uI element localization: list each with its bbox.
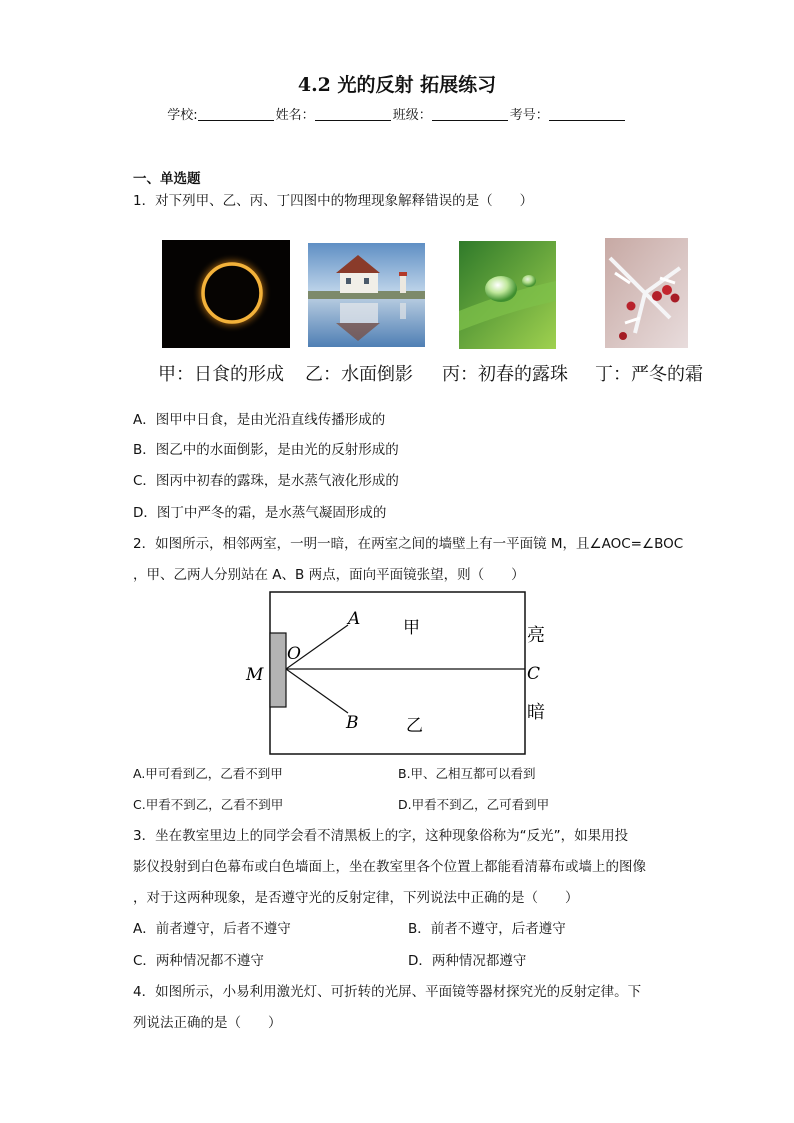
label-b: B <box>346 713 359 733</box>
caption-yi: 乙：水面倒影 <box>305 364 413 385</box>
q1-stem: 1．对下列甲、乙、丙、丁四图中的物理现象解释错误的是（ ） <box>133 193 534 209</box>
q2-option-c: C.甲看不到乙，乙看不到甲 <box>133 797 284 812</box>
caption-bing: 丙：初春的露珠 <box>442 364 568 385</box>
label-a: A <box>348 609 361 629</box>
label-jia: 甲 <box>403 618 420 638</box>
plane-mirror <box>270 633 286 707</box>
house-reflection-icon <box>308 243 425 347</box>
name-label: 姓名： <box>275 108 315 123</box>
caption-ding: 丁：严冬的霜 <box>595 364 703 385</box>
exam-label: 考号： <box>509 108 549 123</box>
eclipse-photo <box>162 240 290 348</box>
q3-option-d: D．两种情况都遵守 <box>408 953 527 969</box>
class-blank <box>432 108 508 121</box>
ray-ob <box>286 669 348 713</box>
q1-option-c: C．图丙中初春的露珠，是水蒸气液化形成的 <box>133 473 399 489</box>
label-c: C <box>527 664 541 684</box>
q2-stem-line2: ，甲、乙两人分别站在 A、B 两点，面向平面镜张望，则（ ） <box>133 567 525 583</box>
q1-option-b: B．图乙中的水面倒影，是由光的反射形成的 <box>133 442 399 458</box>
q2-option-d: D.甲看不到乙，乙可看到甲 <box>398 797 550 812</box>
q2-stem-line1: 2．如图所示，相邻两室，一明一暗，在两室之间的墙壁上有一平面镜 M，且∠AOC=∠BOC <box>133 536 684 552</box>
school-label: 学校: <box>167 108 198 123</box>
school-blank <box>198 108 274 121</box>
q3-option-b: B．前者不遵守，后者遵守 <box>408 921 566 937</box>
q1-option-d: D．图丁中严冬的霜，是水蒸气凝固形成的 <box>133 505 387 521</box>
exam-blank <box>549 108 625 121</box>
q4-stem-line1: 4．如图所示，小易利用激光灯、可折转的光屏、平面镜等器材探究光的反射定律。下 <box>133 984 642 1000</box>
label-m: M <box>246 665 264 685</box>
q3-stem-line1: 3．坐在教室里边上的同学会看不清黑板上的字，这种现象俗称为“反光”，如果用投 <box>133 828 629 844</box>
name-blank <box>315 108 391 121</box>
section-title: 一、单选题 <box>133 171 201 187</box>
water-reflection-photo <box>308 243 425 347</box>
label-yi: 乙 <box>406 716 423 736</box>
q4-stem-line2: 列说法正确的是（ ） <box>133 1015 282 1031</box>
q1-option-a: A．图甲中日食，是由光沿直线传播形成的 <box>133 412 386 428</box>
label-liang: 亮 <box>527 625 545 646</box>
leaf-drop-icon <box>459 241 556 349</box>
frost-berries-icon <box>605 238 688 348</box>
frost-photo <box>605 238 688 348</box>
caption-jia: 甲：日食的形成 <box>158 364 284 385</box>
q3-stem-line2: 影仪投射到白色幕布或白色墙面上，坐在教室里各个位置上都能看清幕布或墙上的图像 <box>133 859 646 875</box>
q2-option-a: A.甲可看到乙，乙看不到甲 <box>133 766 283 781</box>
q3-stem-line3: ，对于这两种现象，是否遵守光的反射定律，下列说法中正确的是（ ） <box>133 890 579 906</box>
class-label: 班级： <box>392 108 432 123</box>
dew-drop-photo <box>459 241 556 349</box>
q3-option-c: C．两种情况都不遵守 <box>133 953 264 969</box>
eclipse-ring-icon <box>162 240 290 348</box>
page-title: 4.2 光的反射 拓展练习 <box>297 74 497 96</box>
mirror-diagram <box>240 585 560 760</box>
q3-option-a: A．前者遵守，后者不遵守 <box>133 921 291 937</box>
rooms-outline <box>270 592 525 754</box>
q2-option-b: B.甲、乙相互都可以看到 <box>398 766 536 781</box>
label-an: 暗 <box>527 702 545 723</box>
student-info-line <box>0 104 794 123</box>
label-o: O <box>287 644 301 664</box>
